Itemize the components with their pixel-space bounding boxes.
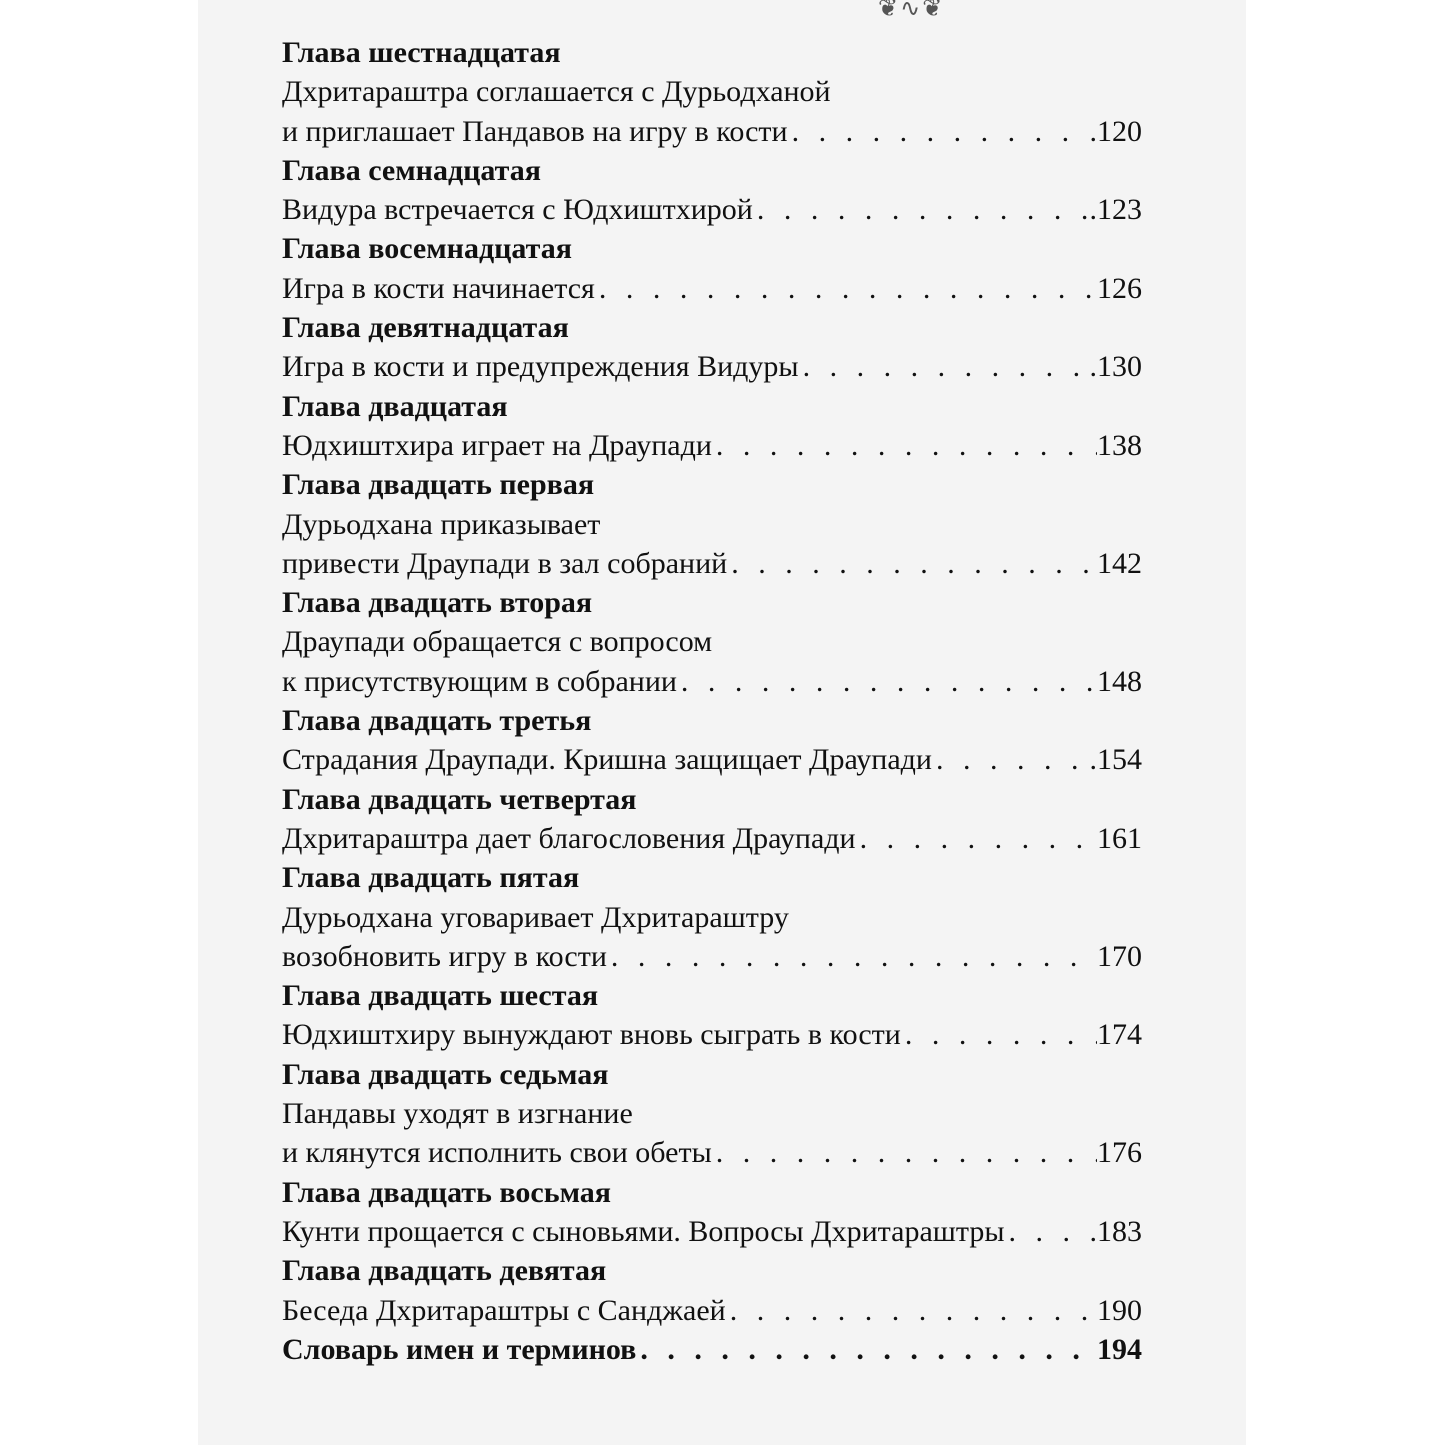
dot-leader [799, 347, 1090, 386]
chapter-heading: Глава двадцать третья [282, 704, 592, 738]
page-number: 161 [1097, 821, 1142, 855]
toc-entry [282, 190, 1142, 229]
chapter-heading: Глава двадцать вторая [282, 586, 593, 620]
page-number: 194 [1097, 1332, 1142, 1366]
chapter-heading: Глава двадцатая [282, 389, 508, 423]
chapter-heading: Глава семнадцатая [282, 153, 541, 187]
chapter-heading: Глава шестнадцатая [282, 36, 561, 69]
dot-leader [901, 1015, 1097, 1054]
page-number: 176 [1097, 1136, 1142, 1170]
chapter-title-line: Драупади обращается с вопросом [282, 625, 713, 659]
chapter-heading: Глава двадцать первая [282, 468, 595, 502]
chapter-heading: Глава восемнадцатая [282, 232, 572, 266]
dot-leader [595, 269, 1097, 308]
dot-leader [753, 190, 1090, 229]
chapter-title: Беседа Дхритараштры с Санджаей [282, 1293, 726, 1327]
toc-entry [282, 662, 1142, 701]
dot-leader [932, 740, 1090, 779]
chapter-title: привести Драупади в зал собраний [282, 546, 728, 580]
toc-entry [282, 1330, 1142, 1369]
dot-leader [712, 1133, 1097, 1172]
toc-entry [282, 1133, 1142, 1172]
page-number: .123 [1089, 193, 1142, 227]
chapter-title: Игра в кости и предупреждения Видуры [282, 350, 799, 384]
chapter-title: Словарь имен и терминов [282, 1332, 637, 1366]
chapter-title: Кунти прощается с сыновьями. Вопросы Дхритараштры [282, 1214, 1005, 1248]
toc-entry [282, 937, 1142, 976]
chapter-title: Дхритараштра дает благословения Драупади [282, 821, 856, 855]
chapter-heading: Глава двадцать восьмая [282, 1175, 612, 1209]
toc-entry [282, 426, 1142, 465]
page-number: .120 [1089, 114, 1142, 148]
ornament-icon: ❦∿❦ [878, 0, 945, 22]
toc-entry [282, 544, 1142, 583]
dot-leader [788, 112, 1090, 151]
toc-entry [282, 269, 1142, 308]
page-number: .154 [1089, 743, 1142, 777]
chapter-title-line: Дхритараштра соглашается с Дурьодханой [282, 75, 831, 109]
book-page [198, 0, 1246, 1445]
page-number: 190 [1097, 1293, 1142, 1327]
chapter-heading: Глава двадцать четвертая [282, 782, 637, 816]
dot-leader [607, 937, 1097, 976]
page-number: 148 [1097, 664, 1142, 698]
page-number: 142 [1097, 546, 1142, 580]
toc-entry [282, 1212, 1142, 1251]
chapter-title-line: Пандавы уходят в изгнание [282, 1097, 633, 1131]
page-number: .130 [1089, 350, 1142, 384]
toc-entry [282, 819, 1142, 858]
chapter-heading: Глава двадцать девятая [282, 1254, 607, 1288]
chapter-heading: Глава двадцать шестая [282, 979, 599, 1013]
dot-leader [712, 426, 1097, 465]
chapter-title-line: Дурьодхана приказывает [282, 507, 601, 541]
page-number: 138 [1097, 428, 1142, 462]
chapter-title: возобновить игру в кости [282, 939, 607, 973]
table-of-contents [282, 33, 1142, 1369]
chapter-title: к присутствующим в собрании [282, 664, 677, 698]
chapter-heading: Глава двадцать седьмая [282, 1057, 609, 1091]
dot-leader [726, 1291, 1097, 1330]
chapter-title: Страдания Драупади. Кришна защищает Драупади [282, 743, 932, 777]
dot-leader [856, 819, 1097, 858]
chapter-title: Юдхиштхира играет на Драупади [282, 428, 712, 462]
dot-leader [1005, 1212, 1097, 1251]
toc-entry [282, 1291, 1142, 1330]
toc-entry [282, 1015, 1142, 1054]
chapter-heading: Глава девятнадцатая [282, 311, 569, 345]
chapter-title-line: Дурьодхана уговаривает Дхритараштру [282, 900, 789, 934]
dot-leader [727, 544, 1097, 583]
page-number: 174 [1097, 1018, 1142, 1052]
chapter-title: Игра в кости начинается [282, 271, 595, 305]
chapter-title: и приглашает Пандавов на игру в кости [282, 114, 788, 148]
page-number: 183 [1097, 1214, 1142, 1248]
chapter-title: Юдхиштхиру вынуждают вновь сыграть в кости [282, 1018, 901, 1052]
chapter-heading: Глава двадцать пятая [282, 861, 580, 895]
dot-leader [677, 662, 1097, 701]
toc-entry [282, 112, 1142, 151]
page-number: 170 [1097, 939, 1142, 973]
toc-entry [282, 347, 1142, 386]
chapter-title: и клянутся исполнить свои обеты [282, 1136, 712, 1170]
toc-entry [282, 740, 1142, 779]
dot-leader [636, 1330, 1097, 1369]
chapter-title: Видура встречается с Юдхиштхирой [282, 193, 753, 227]
page-number: 126 [1097, 271, 1142, 305]
